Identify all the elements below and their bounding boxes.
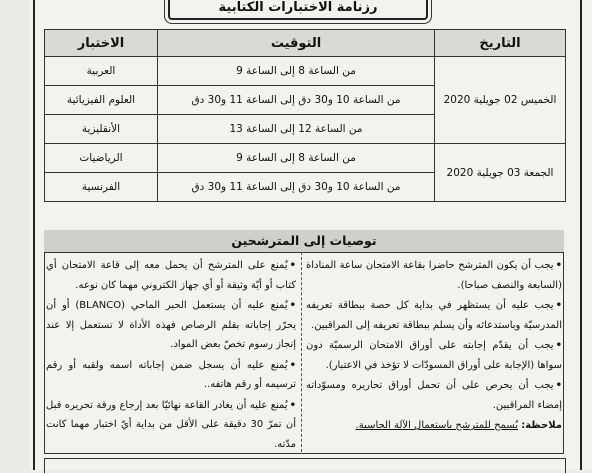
header-subject: الاختبار (45, 30, 158, 57)
time-cell: من الساعة 8 إلى الساعة 9 (158, 57, 435, 86)
recommendations-title: توصيات إلى المترشحين (44, 230, 564, 253)
schedule-table (44, 29, 566, 202)
subject-cell: العلوم الفيزيائية (45, 86, 158, 115)
header-time: التوقيت (158, 30, 435, 57)
title-box (168, 0, 428, 20)
list-item: •يجب أن يقدّم إجابته على أوراق الامتحان الرسميّة دون سواها (الإجابة على أوراق المسودّات لا تؤخذ في الاعتبار). (306, 340, 562, 371)
bullet-icon: • (555, 260, 562, 271)
recommendations-right-column (306, 256, 562, 437)
bullet-icon: • (289, 399, 296, 411)
time-cell: من الساعة 12 إلى الساعة 13 (158, 115, 435, 144)
list-item: •يُمنع على المترشح أن يحمل معه إلى قاعة الامتحان أي كتاب أو أيّة وثيقة أو أي جهاز الكتروني مهما كان نوعه. (46, 260, 296, 291)
note (306, 416, 562, 436)
header-date: التاريخ (435, 30, 566, 57)
column-divider (301, 252, 302, 452)
table-row (45, 144, 566, 173)
page-title: رزنامة الاختبارات الكتابية (218, 0, 378, 15)
bullet-icon: • (555, 300, 562, 311)
next-section-box (44, 458, 566, 473)
bullet-icon: • (289, 300, 296, 311)
note-label: ملاحظة: (521, 420, 562, 431)
table-header-row (45, 30, 566, 57)
date-cell: الخميس 02 جويلية 2020 (435, 57, 566, 144)
subject-cell: الأنقليزية (45, 115, 158, 144)
bullet-icon: • (555, 380, 562, 391)
recommendations-left-column (46, 256, 296, 455)
time-cell: من الساعة 10 و30 دق إلى الساعة 11 و30 دق (158, 86, 435, 115)
list-item: •يجب عليه أن يستظهر في بداية كل حصة ببطاقة تعريفه المدرسيّة وباستدعائه وأن يسلم ببطاقة تعريفه إلى المراقبين. (306, 300, 562, 331)
list-item: •يجب أن يكون المترشح حاضرا بقاعة الامتحان ساعة المناداة (السابعة والنصف صباحا). (306, 260, 562, 291)
subject-cell: الفرنسية (45, 173, 158, 202)
subject-cell: العربية (45, 57, 158, 86)
subject-cell: الرياضيات (45, 144, 158, 173)
time-cell: من الساعة 10 و30 دق إلى الساعة 11 و30 دق (158, 173, 435, 202)
time-cell: من الساعة 8 إلى الساعة 9 (158, 144, 435, 173)
note-body: يُسمح للمترشح باستعمال الآلة الحاسبة. (355, 420, 519, 431)
table-row (45, 57, 566, 86)
bullet-icon: • (289, 260, 296, 271)
bullet-icon: • (289, 359, 296, 371)
bullet-icon: • (555, 340, 562, 351)
date-cell: الجمعة 03 جويلية 2020 (435, 144, 566, 202)
list-item: •يُمنع عليه أن يغادر القاعة نهائيّا بعد إرجاع ورقة تحريره قبل أن تمرّ 30 دقيقة على الأقل من بداية أيّ اختبار مهما كانت مدّته. (46, 399, 296, 450)
list-item: •يُمنع عليه أن يسجل ضمن إجاباته اسمه ولقبه أو رقم ترسيمه أو رقم هاتفه.. (46, 359, 296, 390)
list-item: •يُمنع عليه أن يستعمل الحبر الماحي (BLANCO) أو أن يحرّر إجاباته بقلم الرصاص فهذه الأداة لا تستعمل إلا عند إنجاز رسوم تخصّ بعض المواد. (46, 300, 296, 350)
list-item: •يجب أن يحرص على أن تحمل أوراق تحاريره ومسوّداته إمضاء المراقبين. (306, 380, 562, 411)
